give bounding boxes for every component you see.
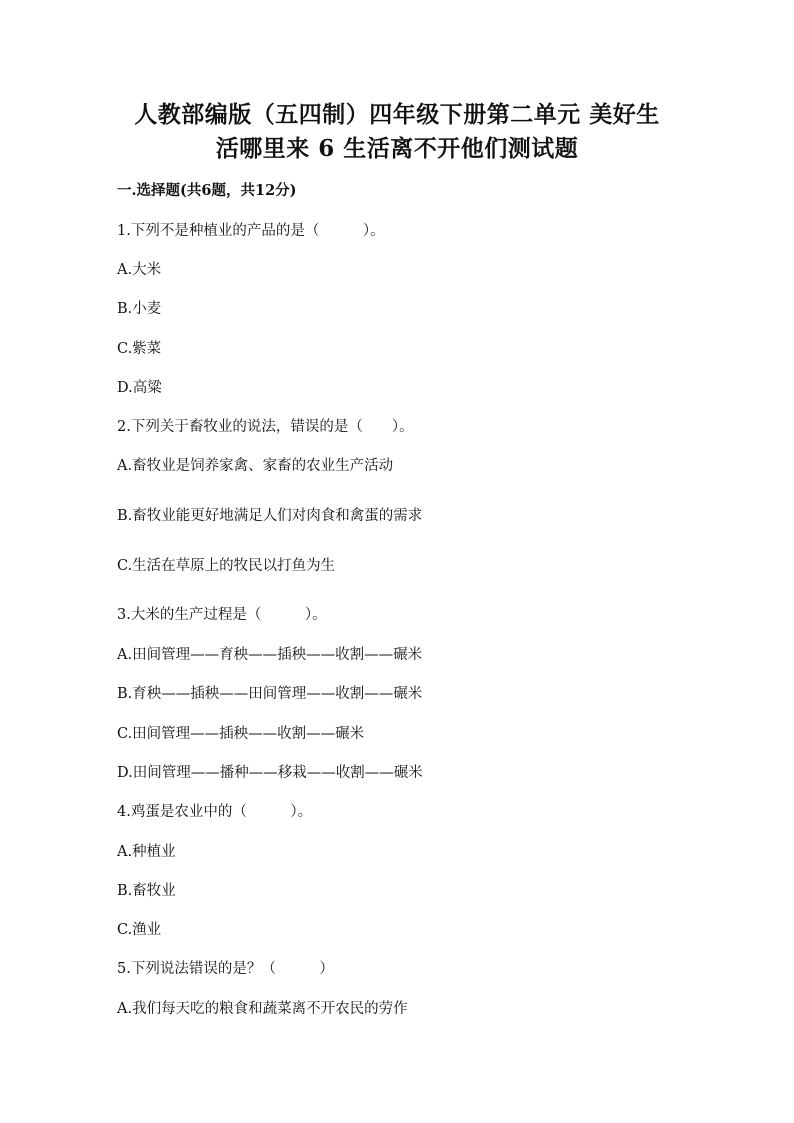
question-1-stem: 1.下列不是种植业的产品的是（ ）。	[117, 223, 385, 239]
question-2-option-b: B.畜牧业能更好地满足人们对肉食和禽蛋的需求	[117, 508, 423, 524]
question-3-option-b: B.育秧——插秧——田间管理——收割——碾米	[117, 686, 423, 702]
question-4-option-c: C.渔业	[117, 922, 162, 938]
question-4-option-b: B.畜牧业	[117, 883, 176, 899]
document-title-line-2: 活哪里来 6 生活离不开他们测试题	[215, 135, 579, 162]
question-3-stem: 3.大米的生产过程是（ ）。	[117, 607, 327, 623]
question-4-option-a: A.种植业	[117, 844, 176, 860]
question-2-option-a: A.畜牧业是饲养家禽、家畜的农业生产活动	[117, 458, 394, 474]
document-title-line-1: 人教部编版（五四制）四年级下册第二单元 美好生	[134, 101, 660, 128]
question-1-option-d: D.高粱	[117, 380, 162, 396]
question-3-option-d: D.田间管理——播种——移栽——收割——碾米	[117, 765, 423, 781]
section-heading: 一.选择题(共6题，共12分)	[117, 182, 297, 199]
question-3-option-c: C.田间管理——插秧——收割——碾米	[117, 726, 365, 742]
question-3-option-a: A.田间管理——育秧——插秧——收割——碾米	[117, 647, 423, 663]
question-1-option-b: B.小麦	[117, 301, 162, 317]
question-1-option-a: A.大米	[117, 262, 162, 278]
question-2-stem: 2.下列关于畜牧业的说法，错误的是（ ）。	[117, 419, 414, 435]
question-1-option-c: C.紫菜	[117, 341, 162, 357]
question-5-option-a: A.我们每天吃的粮食和蔬菜离不开农民的劳作	[117, 1001, 408, 1017]
question-4-stem: 4.鸡蛋是农业中的（ ）。	[117, 804, 313, 820]
question-5-stem: 5.下列说法错误的是？（ ）	[117, 961, 334, 977]
question-2-option-c: C.生活在草原上的牧民以打鱼为生	[117, 558, 336, 574]
